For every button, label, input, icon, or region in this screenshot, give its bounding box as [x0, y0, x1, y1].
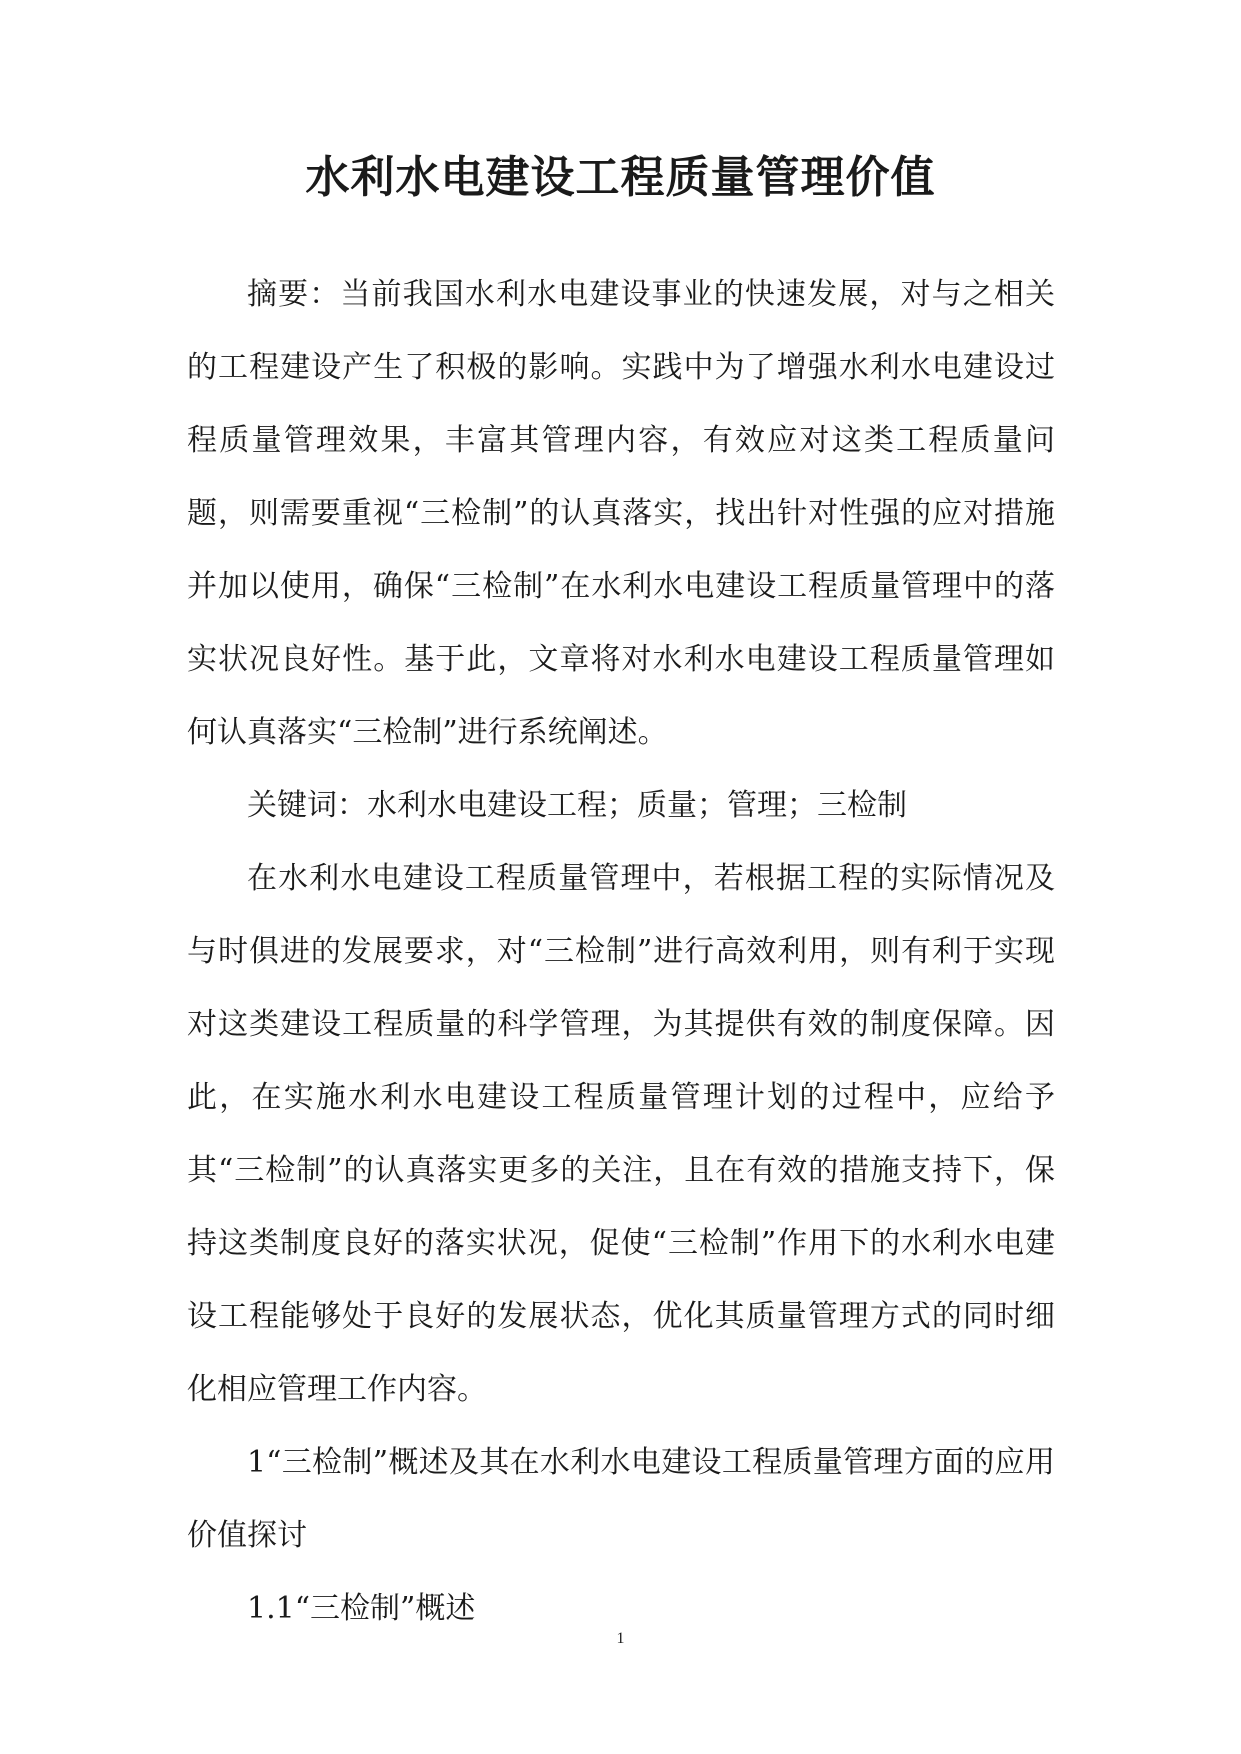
section-1-1-heading: 1.1“三检制”概述 [247, 1591, 476, 1626]
intro-paragraph: 在水利水电建设工程质量管理中，若根据工程的实际情况及与时俱进的发展要求，对“三检制”进行高效利用，则有利于实现对这类建设工程质量的科学管理，为其提供有效的制度保障。因此，在实施水利水电建设工程质量管理计划的过程中，应给予其“三检制”的认真落实更多的关注，且在有效的措施支持下，保持这类制度良好的落实状况，促使“三检制”作用下的水利水电建设工程能够处于良好的发展状态，优化其质量管理方式的同时细化相应管理工作内容。 [187, 861, 1055, 1407]
document-title: 水利水电建设工程质量管理价值 [305, 152, 936, 203]
page-number: 1 [616, 1630, 625, 1647]
document-body [187, 258, 1055, 1645]
section-1-heading: 1“三检制”概述及其在水利水电建设工程质量管理方面的应用价值探讨 [187, 1445, 1055, 1553]
keywords-paragraph: 关键词：水利水电建设工程；质量；管理；三检制 [247, 788, 907, 823]
abstract-paragraph: 摘要：当前我国水利水电建设事业的快速发展，对与之相关的工程建设产生了积极的影响。实践中为了增强水利水电建设过程质量管理效果，丰富其管理内容，有效应对这类工程质量问题，则需要重视“三检制”的认真落实，找出针对性强的应对措施并加以使用，确保“三检制”在水利水电建设工程质量管理中的落实状况良好性。基于此，文章将对水利水电建设工程质量管理如何认真落实“三检制”进行系统阐述。 [187, 277, 1055, 750]
